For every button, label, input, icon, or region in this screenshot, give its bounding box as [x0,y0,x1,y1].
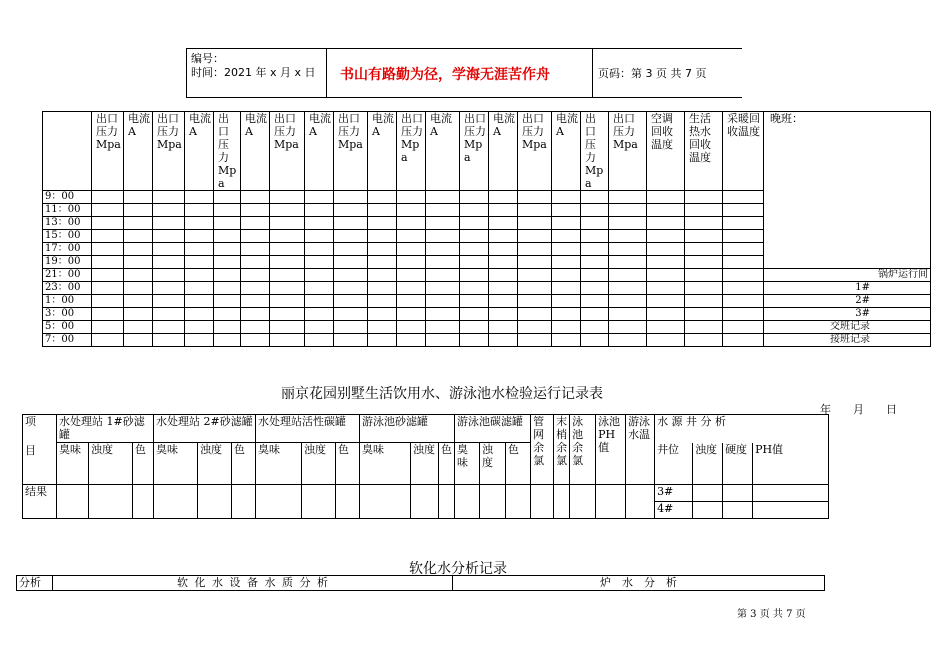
header-bottom-rule [186,97,742,98]
turbidity-3: 浊度 [302,443,336,485]
time-cell: 3：00 [43,308,92,321]
turbidity-4: 浊度 [411,443,439,485]
col-header-21: 采暖回收温度 [723,112,764,191]
side-label: 1# [764,282,931,295]
softener-analysis-header: 软 化 水 设 备 水 质 分 析 [53,576,453,591]
result-label: 结果 [23,485,57,519]
time-cell: 17：00 [43,243,92,256]
analysis-label: 分析 [17,576,53,591]
group-header-3: 水处理站活性碳罐 [256,415,360,443]
single-col-2: 末梢余氯 [554,415,570,485]
well-position-header: 井位 [655,443,693,485]
well-hardness-header: 硬度 [723,443,753,485]
col-header-13: 出口压力Mpa [460,112,489,191]
time-cell: 1：00 [43,295,92,308]
night-shift-cell: 晚班： [764,112,931,269]
operation-log-table [42,111,931,347]
col-header-11: 出口压力Mpa [397,112,426,191]
col-header-14: 电流A [489,112,518,191]
odor-5: 臭味 [455,443,480,485]
col-header-10: 电流A [368,112,397,191]
group-header-1: 水处理站 1#砂滤罐 [57,415,154,443]
side-label: 2# [764,295,931,308]
time-cell: 23：00 [43,282,92,295]
footer-page-number: 第 3 页 共 7 页 [737,609,806,620]
col-header-20: 生活热水回收温度 [685,112,723,191]
time-cell: 9：00 [43,191,92,204]
well-analysis-header: 水 源 井 分 析 [655,415,829,443]
col-header-9: 出口压力Mpa [334,112,368,191]
color-3: 色 [336,443,360,485]
turbidity-5: 浊度 [480,443,506,485]
odor-4: 臭味 [360,443,411,485]
group-header-2: 水处理站 2#砂滤罐 [154,415,256,443]
page-label: 页码：第 3 页 共 7 页 [598,67,707,80]
col-header-12: 电流A [426,112,460,191]
water-inspection-table [22,414,829,519]
time-cell: 7：00 [43,334,92,347]
col-header-5: 出口压力Mpa [214,112,241,191]
item-header: 项 目 [23,415,57,485]
softened-water-table [16,575,825,591]
side-label: 交班记录 [764,321,931,334]
header-divider-1 [326,48,327,97]
side-label: 接班记录 [764,334,931,347]
col-header-6: 电流A [241,112,270,191]
col-header-1: 出口压力Mpa [92,112,124,191]
color-5: 色 [506,443,531,485]
single-col-1: 管网余氯 [531,415,554,485]
time-cell: 15：00 [43,230,92,243]
header-left-rule [186,48,187,97]
time-cell: 13：00 [43,217,92,230]
color-2: 色 [232,443,256,485]
well-turbidity-header: 浊度 [693,443,723,485]
color-1: 色 [133,443,154,485]
time-cell: 11：00 [43,204,92,217]
time-cell: 21：00 [43,269,92,282]
col-header-7: 出口压力Mpa [270,112,305,191]
boiler-water-analysis-header: 炉 水 分 析 [453,576,825,591]
col-header-2: 电流A [124,112,153,191]
col-header-18: 出口压力Mpa [609,112,647,191]
softened-water-title: 软化水分析记录 [409,561,507,577]
odor-1: 臭味 [57,443,89,485]
col-header-19: 空调回收温度 [647,112,685,191]
odor-3: 臭味 [256,443,302,485]
single-col-4: 泳池PH值 [596,415,626,485]
well-3: 3# [655,485,693,502]
col-header-4: 电流A [185,112,214,191]
col-header-16: 电流A [552,112,581,191]
well-ph-header: PH值 [753,443,829,485]
col-header-15: 出口压力Mpa [518,112,552,191]
turbidity-2: 浊度 [198,443,232,485]
header-top-rule [186,48,742,49]
time-header [43,112,92,191]
side-label: 锅炉运行间 [764,269,931,282]
col-header-8: 电流A [305,112,334,191]
group-header-5: 游泳池碳滤罐 [455,415,531,443]
side-label: 3# [764,308,931,321]
time-cell: 5：00 [43,321,92,334]
single-col-5: 游泳水温 [626,415,655,485]
serial-label: 编号： [191,52,224,65]
single-col-3: 泳池余氯 [570,415,596,485]
date-line: 年 月 日 [820,403,897,416]
inspection-table-title: 丽京花园别墅生活饮用水、游泳池水检验运行记录表 [281,386,603,402]
col-header-17: 出口压力Mpa [581,112,609,191]
motto-text: 书山有路勤为径，学海无涯苦作舟 [340,67,550,83]
time-cell: 19：00 [43,256,92,269]
well-4: 4# [655,502,693,519]
col-header-3: 出口压力Mpa [153,112,185,191]
color-4: 色 [439,443,455,485]
group-header-4: 游泳池砂滤罐 [360,415,455,443]
time-label: 时间：2021 年 x 月 x 日 [191,66,316,79]
odor-2: 臭味 [154,443,198,485]
turbidity-1: 浊度 [89,443,133,485]
header-divider-2 [592,48,593,97]
